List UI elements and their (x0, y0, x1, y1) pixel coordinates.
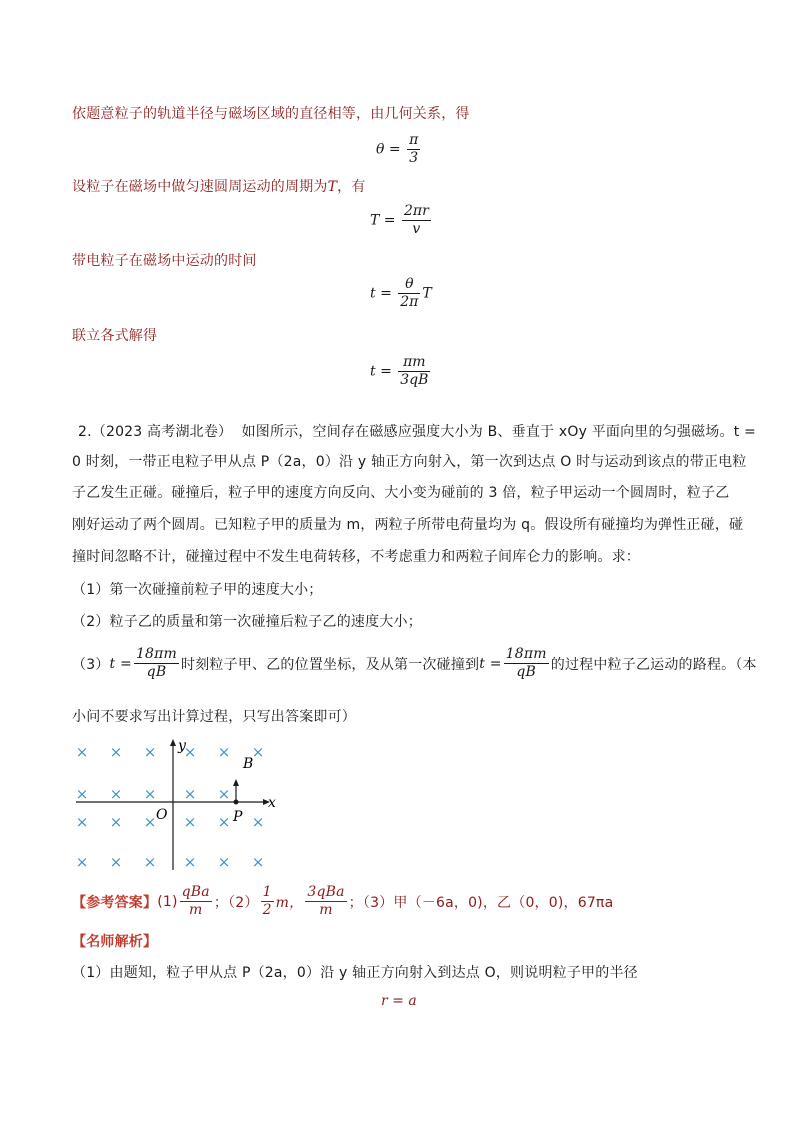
question-3-mid: 时刻粒子甲、乙的位置坐标，及从第一次碰撞到 (181, 656, 480, 673)
equation-theta (376, 132, 422, 167)
field-cross: × (75, 813, 89, 831)
fraction-denominator: m (189, 902, 203, 918)
field-cross: × (217, 743, 231, 761)
velocity-arrowhead (233, 779, 239, 786)
reference-answer (72, 884, 613, 919)
equation-tail: T (422, 285, 432, 302)
field-cross: × (143, 785, 157, 803)
question-3-label: （3） (72, 656, 110, 673)
answer-label: 【参考答案】 (72, 894, 158, 911)
question-3-time-lhs-2: t = (479, 655, 502, 672)
equation-result (370, 354, 432, 389)
solution-line-2 (72, 176, 366, 196)
field-cross: × (143, 743, 157, 761)
problem-text: 如图所示，空间存在磁感应强度大小为 B、垂直于 xOy 平面向里的匀强磁场。t = (241, 424, 756, 440)
problem-number: 2. (78, 424, 92, 440)
y-axis-arrow (170, 739, 176, 746)
field-cross: × (183, 813, 197, 831)
equation-time (370, 276, 432, 311)
fraction-numerator: qBa (181, 884, 210, 900)
field-cross: × (75, 785, 89, 803)
solution-line-4: 联立各式解得 (72, 328, 158, 344)
field-cross: × (217, 853, 231, 871)
problem-2-line-4: 刚好运动了两个圆周。已知粒子甲的质量为 m，两粒子所带电荷量均为 q。假设所有碰撞均为弹性正碰，碰 (72, 517, 744, 533)
field-cross: × (183, 743, 197, 761)
fraction-denominator: m (319, 902, 333, 918)
equation-lhs: θ = (376, 141, 401, 158)
question-3 (72, 646, 757, 681)
answer-separator: ；（3） (348, 894, 394, 911)
question-3-time-lhs: t = (109, 655, 132, 672)
fraction-numerator: 1 (262, 884, 272, 900)
field-cross: × (109, 785, 123, 803)
origin-label: O (156, 807, 168, 823)
equation-lhs: t = (370, 363, 392, 380)
answer-separator: ；（2） (213, 894, 259, 911)
fraction-numerator: 3qBa (307, 884, 345, 900)
problem-source: （2023 高考湖北卷） (91, 424, 233, 440)
field-cross: × (143, 853, 157, 871)
answer-2-mass: m， (275, 894, 304, 911)
problem-2-line-1 (78, 421, 756, 441)
fraction-denominator: v (412, 221, 421, 237)
fraction-denominator: qB (516, 664, 537, 680)
answer-3: 甲（－6a，0)，乙（0，0)，67πa (393, 894, 614, 911)
problem-2-line-2: 0 时刻，一带正电粒子甲从点 P（2a，0）沿 y 轴正方向射入，第一次到达点 O 时与运动到该点的带正电粒 (72, 454, 747, 470)
point-p-label: P (233, 809, 243, 825)
field-cross: × (75, 853, 89, 871)
fraction-numerator: πm (403, 354, 426, 370)
problem-2-line-3: 子乙发生正碰。碰撞后，粒子甲的速度方向反向、大小变为碰前的 3 倍，粒子甲运动一个圆周时，粒子乙 (72, 485, 730, 501)
fraction-denominator: 2 (262, 902, 272, 918)
fraction-numerator: 18πm (505, 646, 547, 662)
problem-2-line-5: 撞时间忽略不计，碰撞过程中不发生电荷转移，不考虑重力和两粒子间库仑力的影响。求： (72, 549, 640, 565)
equation-lhs: T = (370, 212, 396, 229)
solution-line-3: 带电粒子在磁场中运动的时间 (72, 253, 257, 269)
question-2: （2）粒子乙的质量和第一次碰撞后粒子乙的速度大小； (72, 614, 422, 630)
solution-line-2-tail: ，有 (337, 179, 366, 195)
question-1: （1）第一次碰撞前粒子甲的速度大小； (72, 582, 323, 598)
field-cross: × (75, 743, 89, 761)
field-cross: × (183, 785, 197, 803)
fraction-numerator: θ (405, 276, 414, 292)
field-b-label: B (243, 756, 254, 772)
solution-line-1: 依题意粒子的轨道半径与磁场区域的直径相等，由几何关系，得 (72, 106, 470, 122)
answer-1-label: (1) (157, 893, 178, 910)
fraction-numerator: 18πm (135, 646, 178, 662)
field-cross: × (109, 743, 123, 761)
x-axis-label: x (268, 795, 276, 811)
fraction-denominator: 2π (400, 294, 419, 310)
question-3-tail: 的过程中粒子乙运动的路程。（本 (550, 656, 757, 673)
y-axis-label: y (178, 738, 186, 754)
field-cross: × (109, 813, 123, 831)
field-cross: × (251, 853, 265, 871)
fraction-numerator: π (409, 132, 419, 148)
field-cross: × (109, 853, 123, 871)
field-cross: × (217, 785, 231, 803)
fraction-denominator: qB (146, 664, 167, 680)
period-variable: T (327, 179, 338, 195)
equation-lhs: t = (370, 285, 392, 302)
field-cross: × (251, 743, 265, 761)
magnetic-field-figure (68, 734, 283, 874)
fraction-denominator: 3 (409, 150, 419, 166)
field-cross: × (217, 813, 231, 831)
field-cross: × (143, 813, 157, 831)
analysis-label: 【名师解析】 (72, 934, 158, 950)
field-cross: × (251, 813, 265, 831)
analysis-line-1: （1）由题知，粒子甲从点 P（2a，0）沿 y 轴正方向射入到达点 O，则说明粒子甲的半径 (72, 965, 638, 981)
solution-line-2-text: 设粒子在磁场中做匀速圆周运动的周期为 (72, 179, 328, 195)
fraction-numerator: 2πr (403, 203, 429, 219)
field-cross: × (183, 853, 197, 871)
equation-period (370, 203, 433, 238)
question-3-line-2: 小问不要求写出计算过程，只写出答案即可） (72, 709, 356, 725)
field-crosses (76, 743, 265, 871)
fraction-denominator: 3qB (400, 372, 429, 388)
analysis-equation: r = a (381, 993, 417, 1009)
